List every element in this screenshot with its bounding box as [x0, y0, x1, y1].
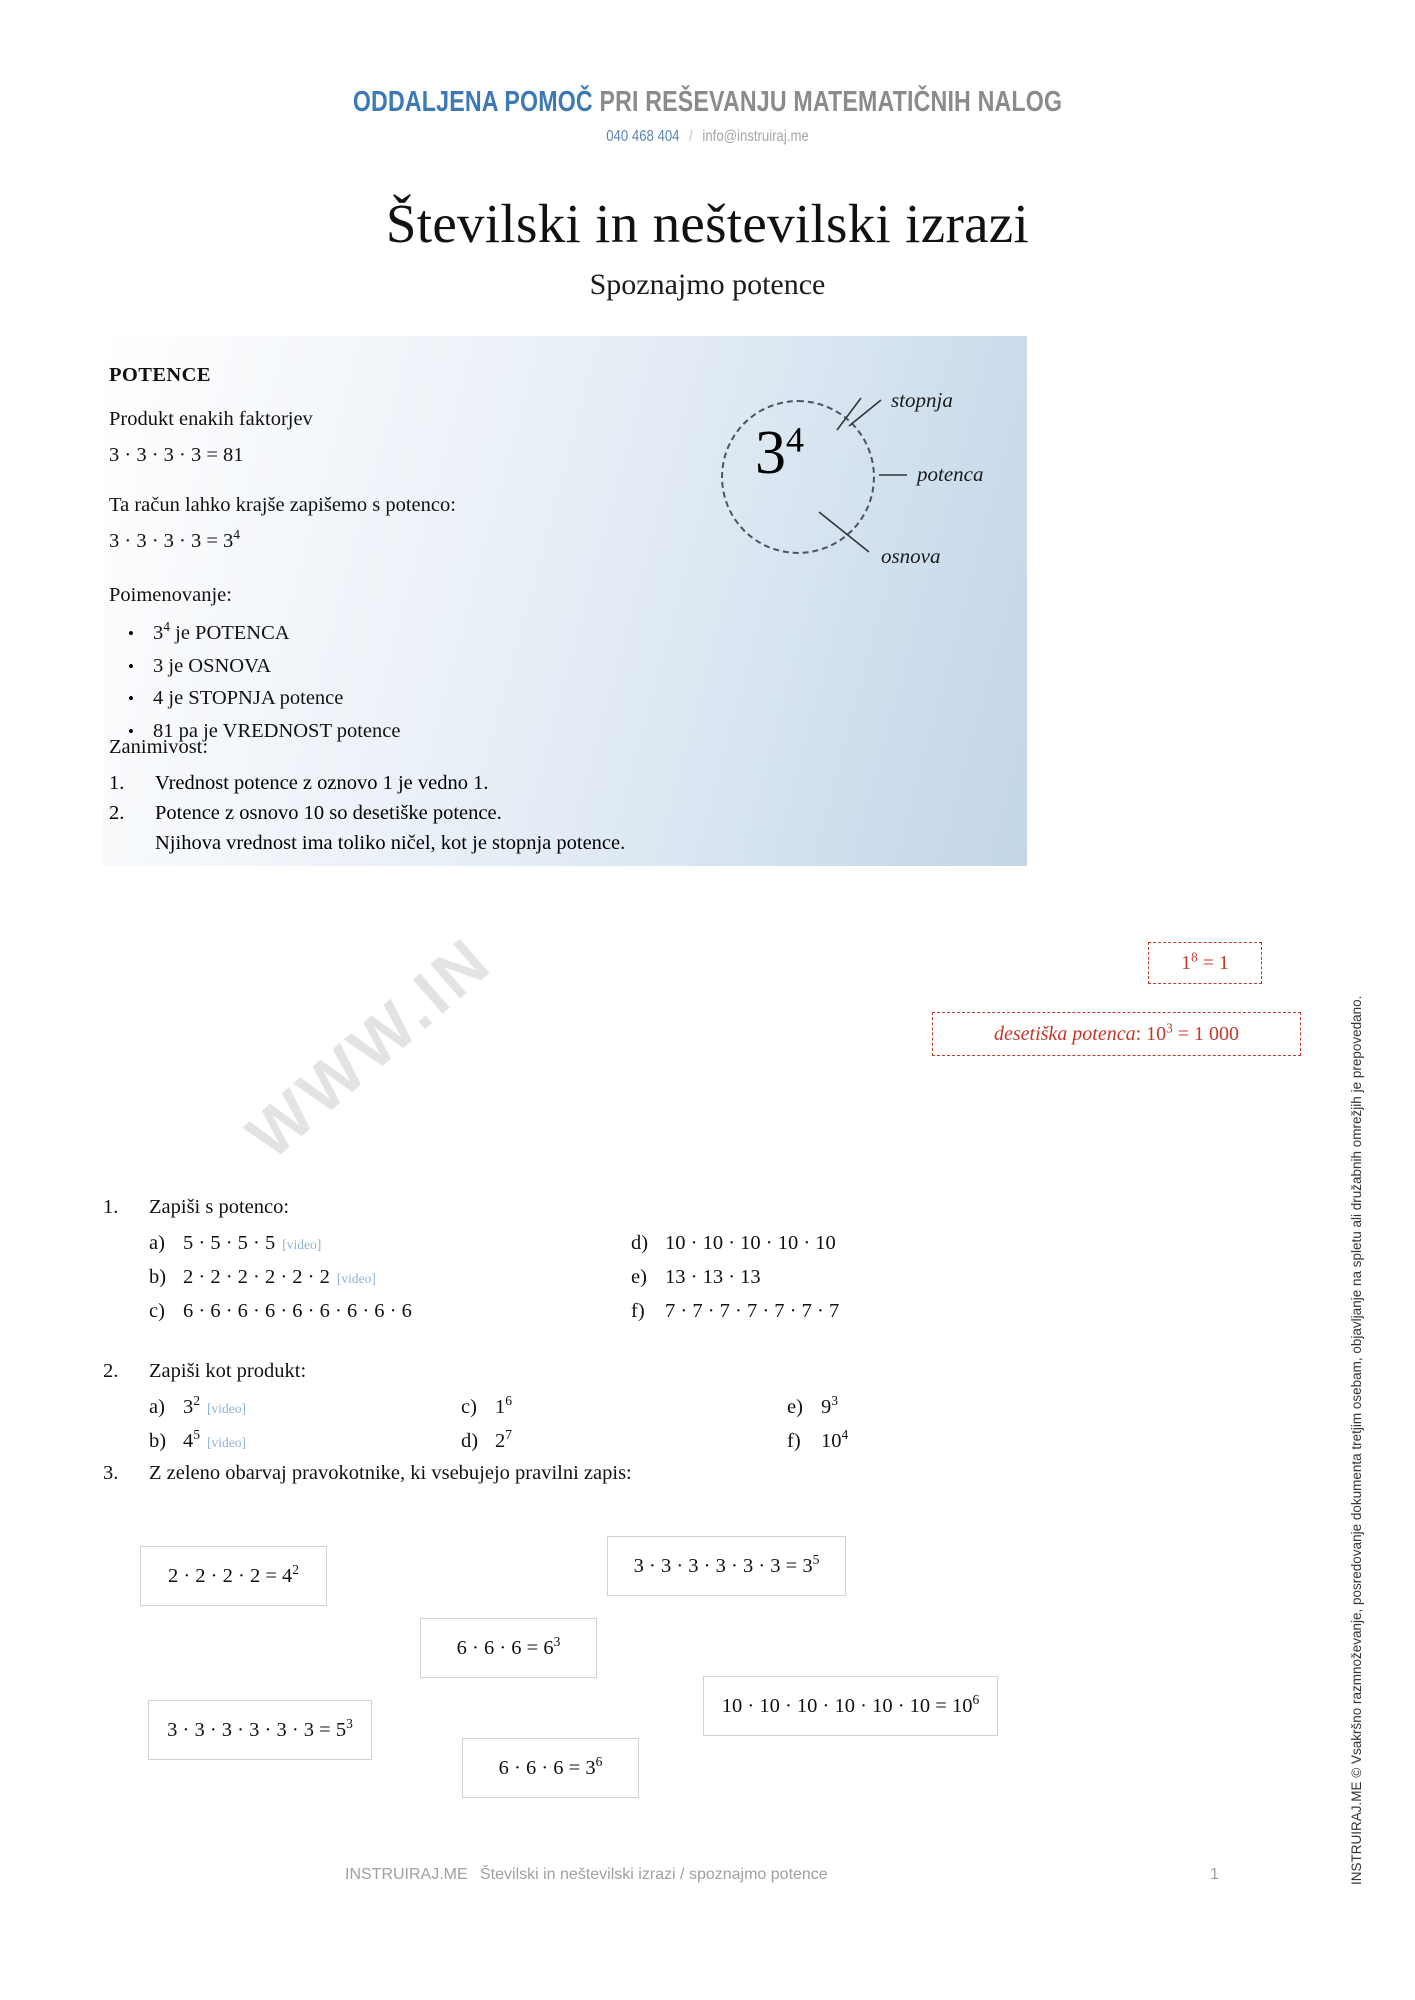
item-label: d) — [631, 1232, 649, 1254]
item-expression: $3^2$ — [183, 1393, 201, 1418]
exercise-number: 3. — [103, 1462, 119, 1484]
item-label: d) — [461, 1430, 479, 1452]
item-label: b) — [149, 1430, 167, 1452]
item-label: e) — [787, 1396, 803, 1418]
fact-number: 2. — [109, 802, 125, 824]
contact-line — [106, 128, 1309, 146]
item-expression: 7 · 7 · 7 · 7 · 7 · 7 · 7 — [665, 1300, 840, 1322]
side-copyright-notice: INSTRUIRAJ.ME © Vsakršno razmnoževanje, posredovanje dokumenta tretjim osebam, objavljanje na spletu ali družabnih omrežjih je prepovedano. — [1349, 995, 1364, 1885]
bullet-icon: • — [128, 624, 134, 643]
item-expression: $1^6$ — [495, 1393, 513, 1418]
exercise-item[interactable] — [461, 1427, 513, 1453]
list-item-label: 4 je STOPNJA potence — [153, 687, 344, 709]
exercise-title: Zapiši s potenco: — [149, 1196, 290, 1218]
exercise-item[interactable] — [787, 1393, 839, 1419]
contact-separator: / — [689, 128, 693, 145]
callout-decimal-power — [932, 1012, 1301, 1056]
footer-page-number: 1 — [1210, 1866, 1219, 1883]
site-header — [0, 86, 1415, 146]
exercise-item[interactable]: a) $3^2$ [video] — [149, 1393, 246, 1418]
exercise-item[interactable] — [631, 1300, 839, 1323]
item-expression: 5 · 5 · 5 · 5 — [183, 1232, 276, 1254]
exercise-number: 2. — [103, 1360, 119, 1382]
answer-expression: $2 \cdot 2 \cdot 2 \cdot 2 = 4^2$ — [167, 1561, 300, 1587]
answer-box[interactable] — [703, 1676, 998, 1736]
bullet-icon: • — [128, 721, 134, 741]
answer-expression: $6 \cdot 6 \cdot 6 = 6^3$ — [456, 1633, 561, 1659]
exercise-item[interactable]: a) 5 · 5 · 5 · 5 [video] — [149, 1232, 322, 1254]
item-expression: $9^3$ — [821, 1393, 839, 1418]
item-expression: 6 · 6 · 6 · 6 · 6 · 6 · 6 · 6 · 6 — [183, 1300, 412, 1322]
theory-equation-2: $3 \cdot 3 \cdot 3 \cdot 3 = 3^4$ — [109, 527, 241, 552]
exercise-title: Z zeleno obarvaj pravokotnike, ki vsebujejo pravilni zapis: — [149, 1462, 632, 1484]
theory-panel — [103, 336, 1027, 866]
answer-box[interactable] — [140, 1546, 327, 1606]
theory-line-2: Ta račun lahko krajše zapišemo s potenco: — [109, 494, 456, 516]
list-item — [109, 772, 625, 795]
item-label: a) — [149, 1232, 165, 1254]
exercise-item[interactable] — [631, 1266, 761, 1289]
fact-text: Vrednost potence z oznovo 1 je vedno 1. — [155, 772, 489, 794]
page-title: Številski in neštevilski izrazi — [385, 193, 1030, 254]
item-label: b) — [149, 1266, 167, 1288]
watermark: WWW.IN — [232, 921, 506, 1173]
exercise-item[interactable] — [149, 1300, 412, 1323]
diagram-label-power: potenca — [917, 462, 984, 486]
exercise-item[interactable]: b) $4^5$ [video] — [149, 1427, 246, 1452]
theory-equation-1: 3 · 3 · 3 · 3 = 81 — [109, 444, 244, 466]
answer-expression: $3 \cdot 3 \cdot 3 \cdot 3 \cdot 3 \cdot 3 = 5^3$ — [167, 1715, 353, 1741]
item-label: f) — [631, 1300, 645, 1322]
fact-list — [109, 772, 625, 862]
item-expression: 10 · 10 · 10 · 10 · 10 — [665, 1232, 836, 1254]
naming-label: Poimenovanje: — [109, 584, 232, 606]
exercise-title: Zapiši kot produkt: — [149, 1360, 307, 1382]
exercise-number: 1. — [103, 1196, 119, 1218]
diagram-power-expression: $3^4$ — [755, 419, 804, 487]
item-label: c) — [461, 1396, 477, 1418]
item-label: e) — [631, 1266, 647, 1288]
phone-number[interactable]: 040 468 404 — [606, 128, 680, 145]
answer-box[interactable] — [462, 1738, 639, 1798]
diagram-label-exponent: stopnja — [891, 388, 953, 412]
item-expression: 2 · 2 · 2 · 2 · 2 · 2 — [183, 1266, 330, 1288]
list-item-label: 3 je OSNOVA — [153, 654, 272, 677]
item-expression: $4^5$ — [183, 1427, 201, 1452]
answer-expression: $3 \cdot 3 \cdot 3 \cdot 3 \cdot 3 \cdot 3 = 3^5$ — [633, 1551, 820, 1577]
brand-name-rest: PRI REŠEVANJU MATEMATIČNIH NALOG — [599, 86, 1063, 118]
list-item — [109, 832, 625, 855]
email-address[interactable]: info@instruiraj.me — [702, 128, 809, 145]
exercise-item[interactable] — [787, 1427, 849, 1453]
footer-title: Številski in neštevilski izrazi / spoznajmo potence — [480, 1866, 828, 1883]
footer-brand: INSTRUIRAJ.ME — [345, 1866, 468, 1883]
exercise-item[interactable]: b) 2 · 2 · 2 · 2 · 2 · 2 [video] — [149, 1266, 376, 1288]
list-item-label: $3^4$ je POTENCA — [153, 619, 290, 644]
naming-bullet-list — [109, 619, 401, 752]
list-item — [109, 619, 400, 645]
brand-title — [142, 86, 1274, 119]
item-expression: $2^7$ — [495, 1427, 513, 1452]
theory-heading: POTENCE — [109, 364, 211, 386]
answer-expression: $6 \cdot 6 \cdot 6 = 3^6$ — [498, 1753, 603, 1779]
answer-expression: $10 \cdot 10 \cdot 10 \cdot 10 \cdot 10 \cdot 10 = 10^6$ — [721, 1691, 980, 1717]
item-expression: 13 · 13 · 13 — [665, 1266, 761, 1288]
exercise-item[interactable] — [631, 1232, 836, 1255]
brand-name-strong: ODDALJENA POMOČ — [352, 86, 593, 118]
fact-text: Potence z osnovo 10 so desetiške potence. — [155, 802, 502, 824]
item-label: c) — [149, 1300, 165, 1322]
answer-box[interactable] — [607, 1536, 846, 1596]
item-expression: $10^4$ — [821, 1427, 849, 1452]
callout-unit-power — [1148, 942, 1262, 984]
callout-text: $1^8 = 1$ — [1181, 948, 1229, 974]
item-label: f) — [787, 1430, 801, 1452]
theory-line-1: Produkt enakih faktorjev — [109, 408, 313, 430]
list-item — [109, 687, 400, 710]
fact-text: Njihova vrednost ima toliko ničel, kot je stopnja potence. — [155, 832, 626, 854]
list-item-label: 81 pa je VREDNOST potence — [153, 719, 401, 742]
list-item — [109, 802, 625, 825]
diagram-label-base: osnova — [881, 544, 941, 568]
list-item — [109, 655, 400, 678]
page-subtitle: Spoznajmo potence — [589, 268, 826, 301]
fact-number: 1. — [109, 772, 125, 794]
bullet-icon: • — [128, 656, 134, 676]
answer-box[interactable] — [420, 1618, 597, 1678]
item-label: a) — [149, 1396, 165, 1418]
fact-label: Zanimivost: — [109, 736, 209, 758]
bullet-icon: • — [128, 689, 134, 708]
exercise-item[interactable] — [461, 1393, 513, 1419]
power-diagram — [703, 386, 1023, 586]
callout-text: desetiška potenca: $10^3 = 1$ 000 — [993, 1019, 1240, 1045]
answer-box[interactable] — [148, 1700, 372, 1760]
